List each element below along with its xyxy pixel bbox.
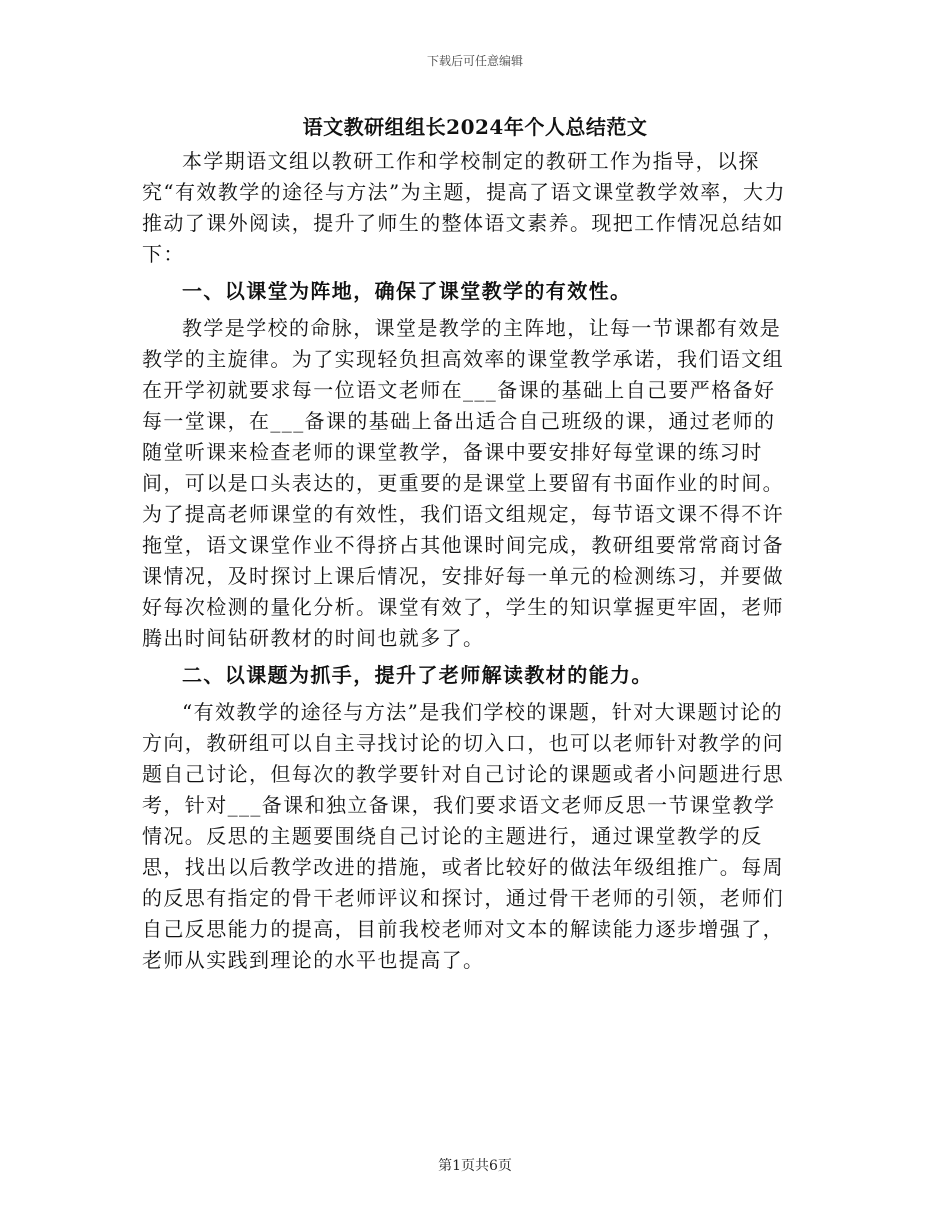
- document-title: 语文教研组组长2024年个人总结范文: [302, 115, 648, 139]
- paragraph-intro: 本学期语文组以教研工作和学校制定的教研工作为指导，以探究“有效教学的途径与方法”为主题，提高了语文课堂教学效率，大力推动了课外阅读，提升了师生的整体语文素养。现把工作情况总结如下：: [142, 149, 786, 266]
- section-heading-1: 一、以课堂为阵地，确保了课堂教学的有效性。: [182, 279, 632, 303]
- page-footer: 第1页共6页: [438, 1158, 512, 1174]
- header-note: 下载后可任意编辑: [426, 54, 523, 68]
- section-heading-2: 二、以课题为抓手，提升了老师解读教材的能力。: [182, 663, 653, 687]
- paragraph-section-1: 教学是学校的命脉，课堂是教学的主阵地，让每一节课都有效是教学的主旋律。为了实现轻负担高效率的课堂教学承诺，我们语文组在开学初就要求每一位语文老师在___备课的基础上自己要严格备好每一堂课，在___备课的基础上备出适合自己班级的课，通过老师的随堂听课来检查老师的课堂教学，备课中要安排好每堂课的练习时间，可以是口头表达的，更重要的是课堂上要留有书面作业的时间。为了提高老师课堂的有效性，我们语文组规定，每节语文课不得不许拖堂，语文课堂作业不得挤占其他课时间完成，教研组要常常商讨备课情况，及时探讨上课后情况，安排好每一单元的检测练习，并要做好每次检测的量化分析。课堂有效了，学生的知识掌握更牢固，老师腾出时间钻研教材的时间也就多了。: [142, 316, 784, 650]
- document-body: [142, 146, 796, 982]
- paragraph-section-2: “有效教学的途径与方法”是我们学校的课题，针对大课题讨论的方向，教研组可以自主寻找讨论的切入口，也可以老师针对教学的问题自己讨论，但每次的教学要针对自己讨论的课题或者小问题进行思考，针对___备课和独立备课，我们要求语文老师反思一节课堂教学情况。反思的主题要围绕自己讨论的主题进行，通过课堂教学的反思，找出以后教学改进的措施，或者比较好的做法年级组推广。每周的反思有指定的骨干老师评议和探讨，通过骨干老师的引领，老师们自己反思能力的提高，目前我校老师对文本的解读能力逐步增强了，老师从实践到理论的水平也提高了。: [142, 700, 784, 972]
